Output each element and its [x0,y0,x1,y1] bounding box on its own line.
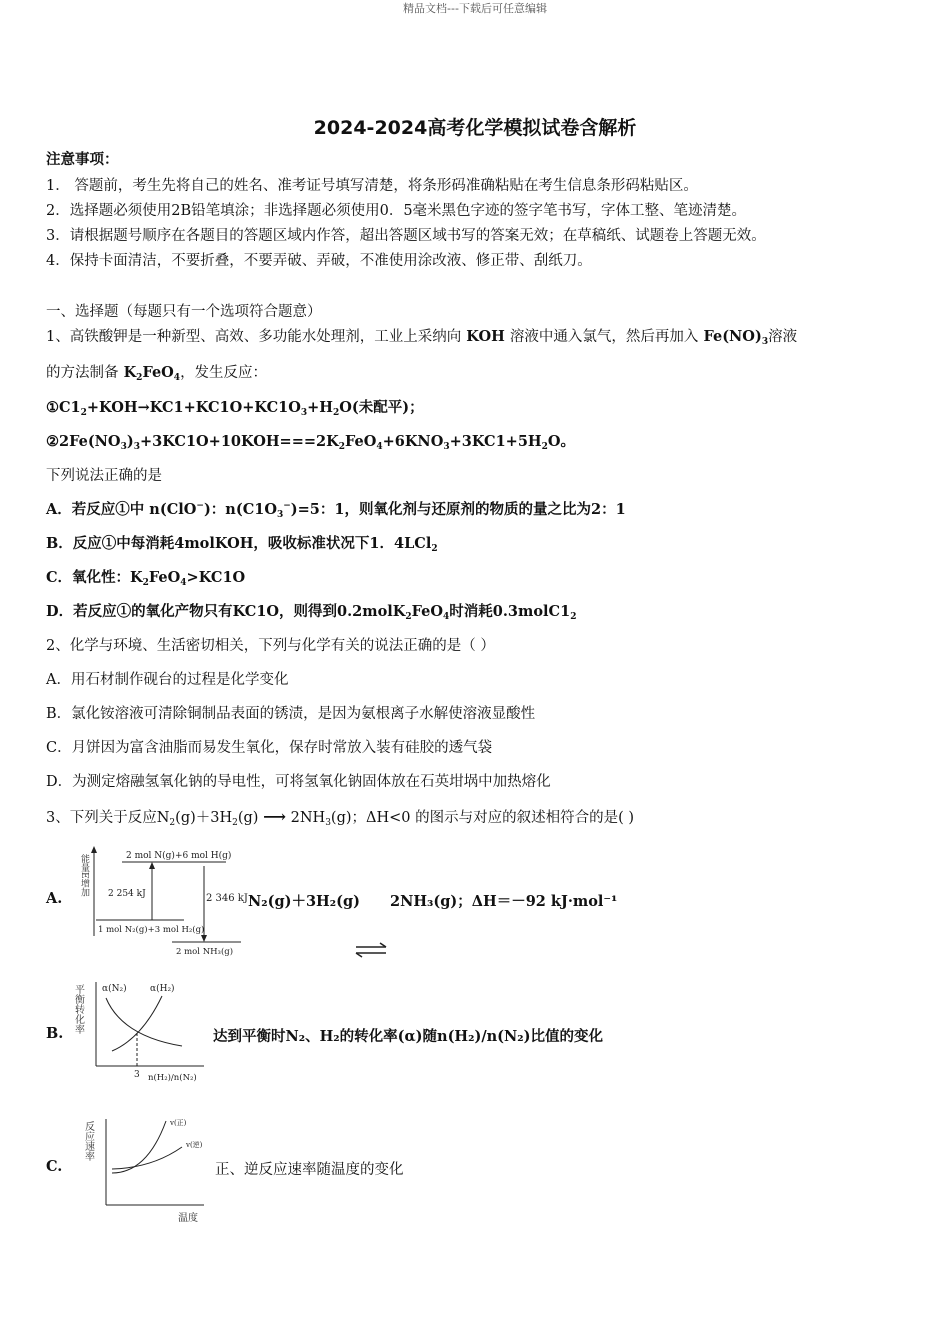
energy-axis-label: 能量E增加 [79,854,89,897]
notice-item: 3．请根据题号顺序在各题目的答题区域内作答，超出答题区域书写的答案无效；在草稿纸、试题卷上答题无效。 [46,228,766,244]
equilibrium-arrow-icon [354,942,390,958]
energy-left-label: 2 254 kJ [108,889,146,899]
q1-stem: 1、高铁酸钾是一种新型、高效、多功能水处理剂，工业上采纳向 KOH 溶液中通入氯气，然后再加入 $Fe(NO)_3$溶液 [46,328,798,347]
q1-option-c: C．氧化性：$K_2FeO_4>KC1O$ [46,569,246,588]
series-label-forward: v(正) [170,1119,187,1127]
notice-item: 1． 答题前，考生先将自己的姓名、准考证号填写清楚，将条形码准确粘贴在考生信息条形码粘贴区。 [46,178,698,194]
q2-stem: 2、化学与环境、生活密切相关，下列与化学有关的说法正确的是（ ） [46,638,495,654]
q1-reaction-2: $②2Fe(NO_3)_3+3KC1O+10KOH===2K_2FeO_4+6KNO_3+3KC1+5H_2O$。 [46,433,576,452]
series-label-reverse: v(逆) [186,1141,203,1149]
rate-axis-y-label: 反应速率 [82,1121,94,1161]
energy-right-label: 2 346 kJ [206,893,248,904]
q3-stem: 3、下列关于反应$N_2(g)+3H_2(g)$ ⟶ $2NH_3(g)$；ΔH<0 的图示与对应的叙述相符合的是( ) [46,807,635,828]
q2-option-a: A．用石材制作砚台的过程是化学变化 [46,672,289,688]
curve-alpha-h2 [112,996,162,1051]
q3-option-c-label: C. [46,1158,63,1175]
notice-heading: 注意事项： [46,151,119,168]
q2-option-c: C．月饼因为富含油脂而易发生氧化，保存时常放入装有硅胶的透气袋 [46,740,493,756]
series-label-h2: α(H₂) [150,984,175,994]
energy-level-reactant: 1 mol N₂(g)+3 mol H₂(g) [98,925,205,935]
conversion-axis-y-label: 平衡转化率 [72,984,84,1034]
notice-item: 4．保持卡面清洁，不要折叠，不要弄破、弄破，不准使用涂改液、修正带、刮纸刀。 [46,253,592,269]
conversion-tick: 3 [134,1070,140,1080]
q1-option-b: B．反应①中每消耗4molKOH，吸收标准状况下1．4LCl$_2$ [46,535,438,554]
page-header: 精品文档---下载后可任意编辑 [403,2,547,15]
series-label-n2: α(N₂) [102,984,127,994]
section-heading: 一、选择题（每题只有一个选项符合题意） [46,304,322,320]
q3-option-a-label: A. [46,890,63,907]
q3-option-b-caption: 达到平衡时N₂、H₂的转化率(α)随n(H₂)/n(N₂)比值的变化 [213,1028,604,1045]
rate-chart [82,1113,212,1225]
page-title: 2024-2024高考化学模拟试卷含解析 [313,117,637,139]
notice-item: 2．选择题必须使用2B铅笔填涂；非选择题必须使用0．5毫米黑色字迹的签字笔书写，字体工整、笔迹清楚。 [46,203,747,219]
conversion-axis-x-label: n(H₂)/n(N₂) [148,1073,197,1083]
q3-option-a-eq-left: N₂(g)＋3H₂(g) [248,893,360,910]
q1-option-a: A．若反应①中 n(ClO−)：$n(C1O_3^-)=5$：1，则氧化剂与还原剂的物质的量之比为2：1 [46,501,626,520]
q3-option-c-caption: 正、逆反应速率随温度的变化 [215,1162,404,1178]
q3-option-b-label: B. [46,1025,64,1042]
q2-option-d: D．为测定熔融氢氧化钠的导电性，可将氢氧化钠固体放在石英坩埚中加热熔化 [46,774,551,790]
q1-lead: 下列说法正确的是 [46,468,162,484]
curve-v-forward [112,1121,166,1173]
q3-option-a-eq-right: 2NH₃(g)；ΔH＝－92 kJ·mol⁻¹ [390,893,618,910]
conversion-chart [72,976,212,1088]
q1-stem-2: 的方法制备 $K_2FeO_4$，发生反应： [46,364,268,383]
energy-level-product: 2 mol NH₃(g) [176,947,234,957]
rate-axis-x-label: 温度 [178,1213,198,1224]
q2-option-b: B．氯化铵溶液可清除铜制品表面的锈渍，是因为氨根离子水解使溶液显酸性 [46,706,536,722]
curve-v-reverse [112,1147,182,1169]
energy-level-top: 2 mol N(g)+6 mol H(g) [126,851,232,861]
q1-reaction-1: $①C1_2+KOH\to KC1+KC1O+KC1O_3+H_2O$(未配平)； [46,399,424,418]
q1-option-d: D．若反应①的氧化产物只有KC1O，则得到0.2molK$_2$FeO$_4$时消耗$0.3molC1_2$ [46,603,577,622]
curve-alpha-n2 [106,998,182,1046]
